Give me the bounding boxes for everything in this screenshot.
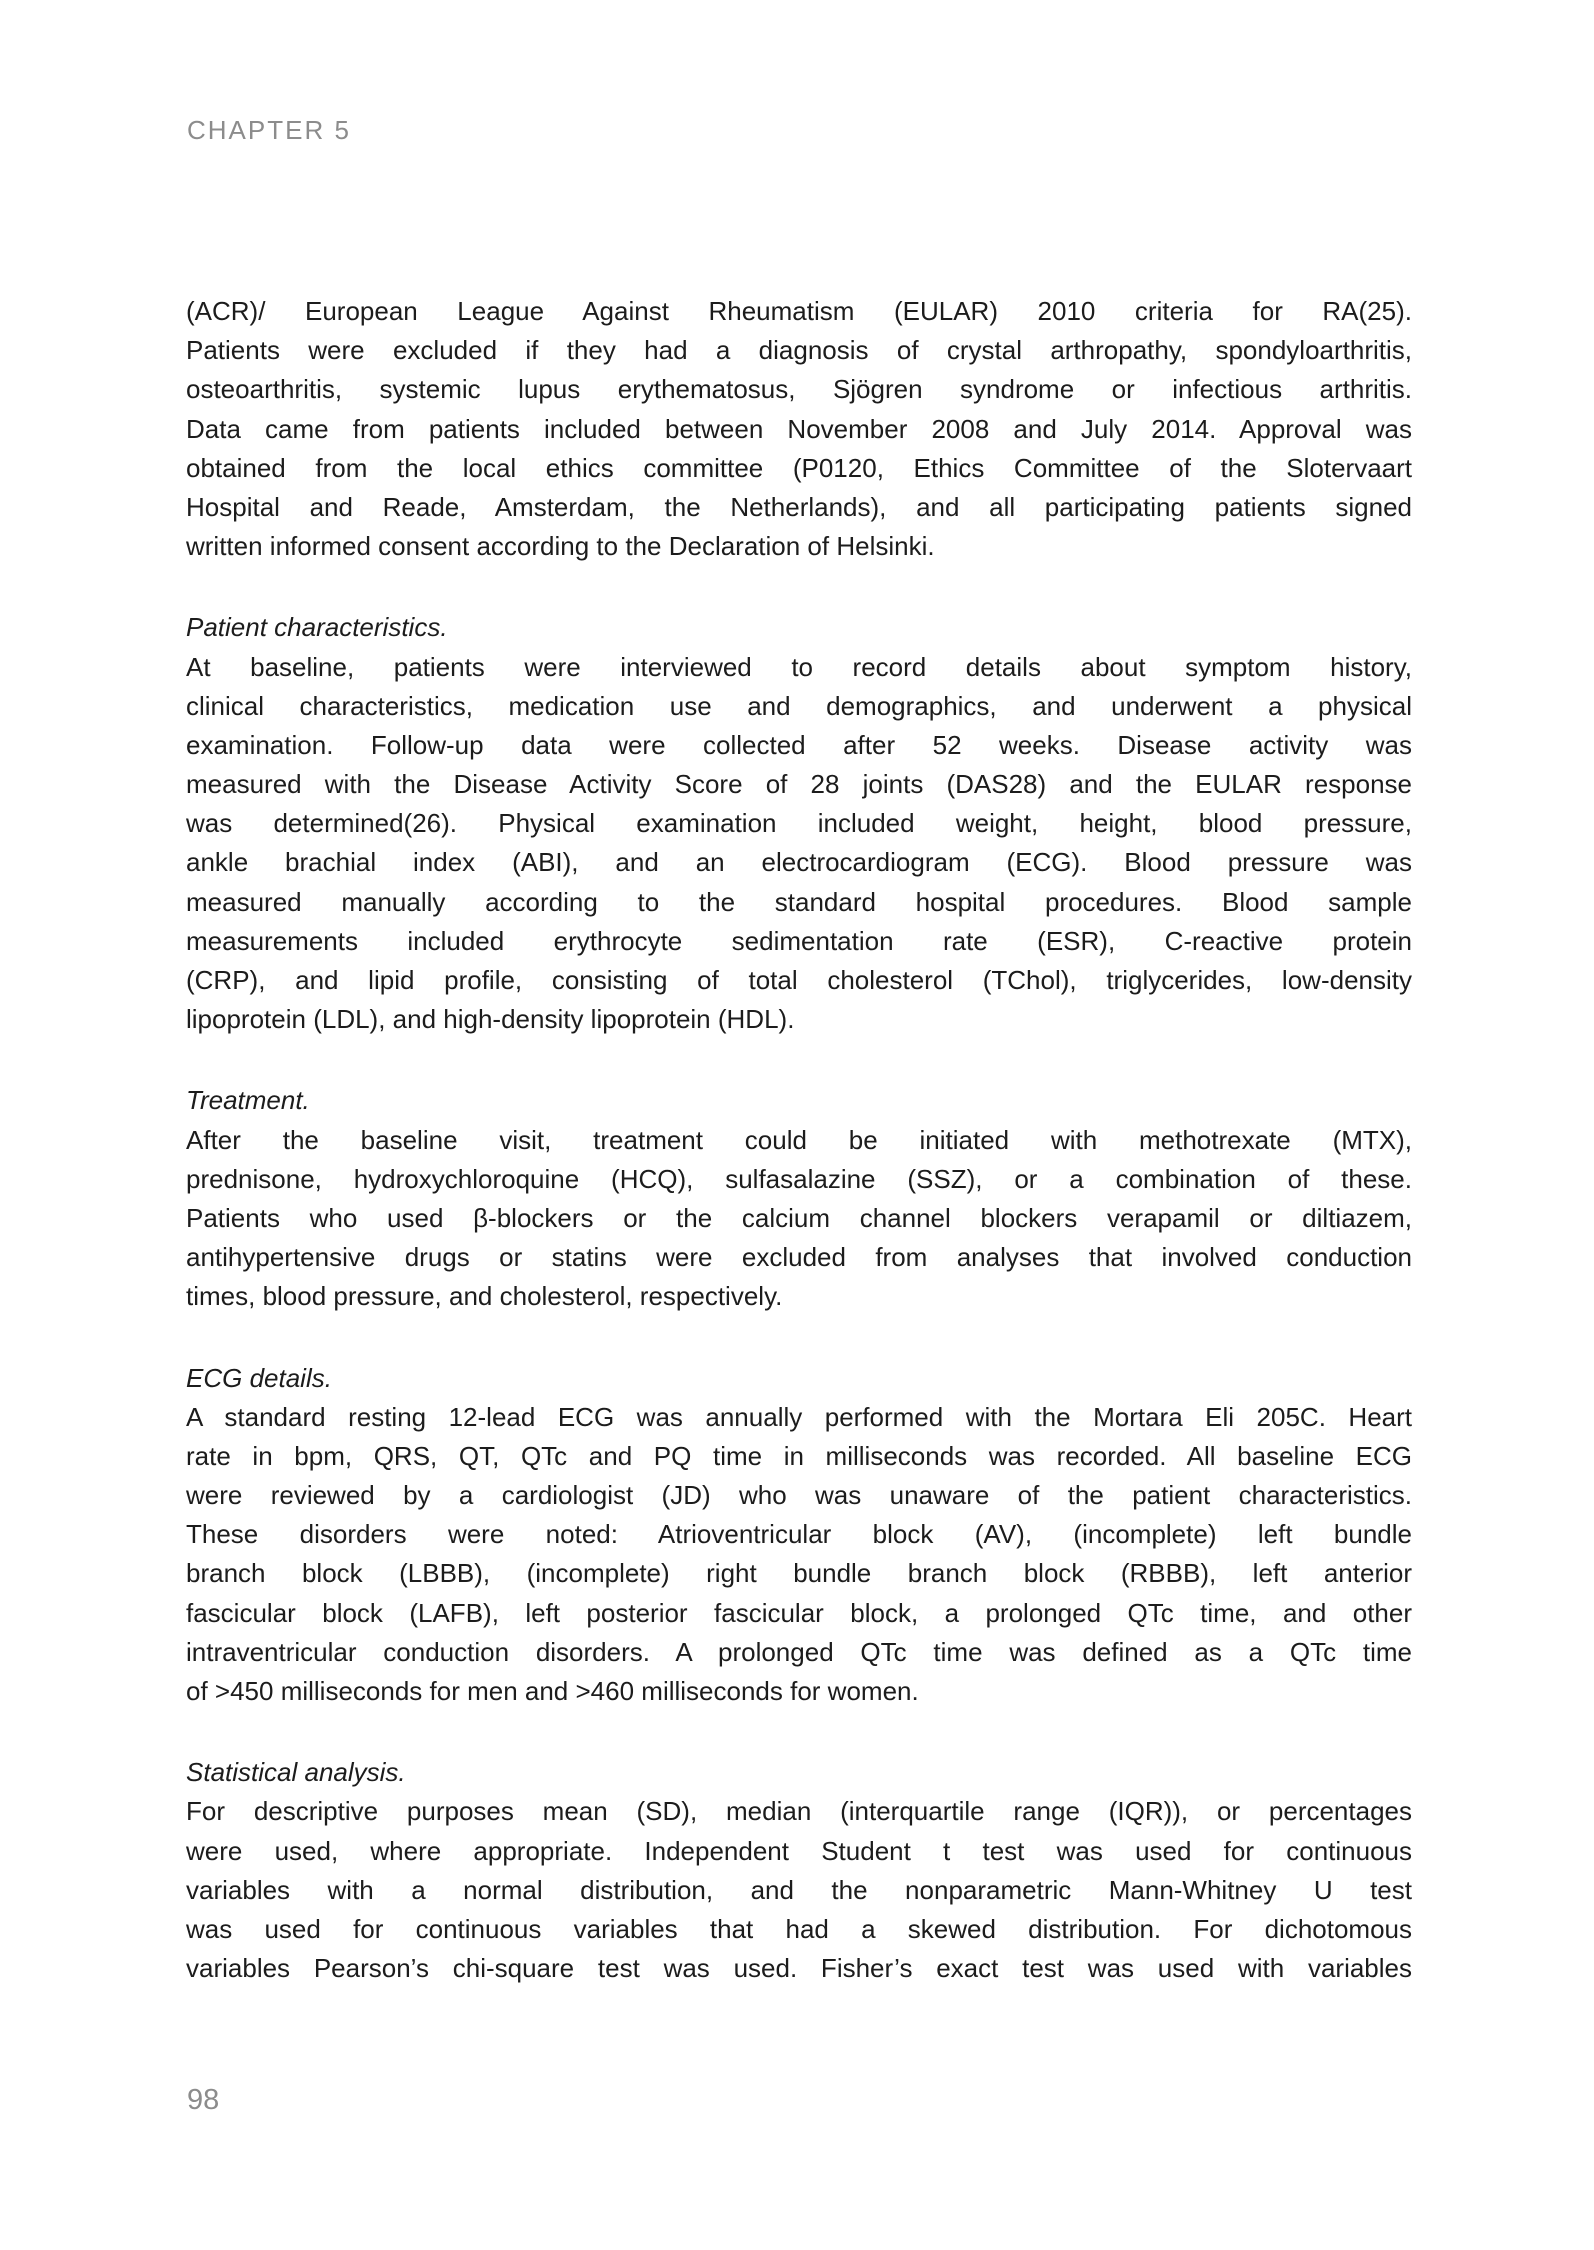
sections-container [186,608,1412,1988]
chapter-header: CHAPTER 5 [187,115,351,145]
text-line: were used, where appropriate. Independent Student t test was used for continuous [186,1835,1412,1866]
text-line: obtained from the local ethics committee (P0120, Ethics Committee of the Slotervaart [186,452,1412,483]
body-text-block [186,292,1412,1988]
text-line: rate in bpm, QRS, QT, QTc and PQ time in milliseconds was recorded. All baseline ECG [186,1440,1412,1471]
text-line: For descriptive purposes mean (SD), median (interquartile range (IQR)), or percentages [186,1796,1412,1827]
text-line: At baseline, patients were interviewed to record details about symptom history, [186,651,1412,682]
text-line: were reviewed by a cardiologist (JD) who was unaware of the patient characteristics. [186,1480,1412,1511]
text-line: Hospital and Reade, Amsterdam, the Netherlands), and all participating patients signed [186,491,1412,522]
text-line: written informed consent according to the Declaration of Helsinki. [186,531,935,562]
text-line: measured manually according to the standard hospital procedures. Blood sample [186,886,1412,917]
text-line: variables Pearson’s chi-square test was used. Fisher’s exact test was used with variables [186,1953,1412,1984]
section-ecg-details [186,1359,1412,1712]
section-patient-characteristics [186,608,1412,1039]
text-line: branch block (LBBB), (incomplete) right bundle branch block (RBBB), left anterior [186,1558,1412,1589]
text-line: fascicular block (LAFB), left posterior fascicular block, a prolonged QTc time, and other [186,1597,1412,1628]
section-heading: Treatment. [186,1085,310,1116]
text-line: osteoarthritis, systemic lupus erythematosus, Sjögren syndrome or infectious arthritis. [186,374,1412,405]
text-line: ankle brachial index (ABI), and an electrocardiogram (ECG). Blood pressure was [186,847,1412,878]
text-line: Patients who used β-blockers or the calcium channel blockers verapamil or diltiazem, [186,1202,1412,1233]
section-heading: Statistical analysis. [186,1757,406,1788]
text-line: was determined(26). Physical examination included weight, height, blood pressure, [186,808,1412,839]
text-line: prednisone, hydroxychloroquine (HCQ), sulfasalazine (SSZ), or a combination of these. [186,1163,1412,1194]
section-heading: ECG details. [186,1362,332,1393]
text-line: intraventricular conduction disorders. A prolonged QTc time was defined as a QTc time [186,1636,1412,1667]
text-line: lipoprotein (LDL), and high-density lipoprotein (HDL). [186,1004,795,1035]
text-line: measurements included erythrocyte sedimentation rate (ESR), C-reactive protein [186,925,1412,956]
text-line: Data came from patients included between November 2008 and July 2014. Approval was [186,413,1412,444]
section-treatment [186,1081,1412,1316]
section-heading: Patient characteristics. [186,612,448,643]
text-line: examination. Follow-up data were collected after 52 weeks. Disease activity was [186,729,1412,760]
page-number: 98 [187,2084,220,2116]
text-line: (CRP), and lipid profile, consisting of total cholesterol (TChol), triglycerides, low-density [186,965,1412,995]
text-line: times, blood pressure, and cholesterol, respectively. [186,1281,783,1312]
text-line: Patients were excluded if they had a diagnosis of crystal arthropathy, spondyloarthritis, [186,335,1412,366]
text-line: was used for continuous variables that had a skewed distribution. For dichotomous [186,1913,1412,1944]
section-statistical-analysis [186,1753,1412,1988]
text-line: These disorders were noted: Atrioventricular block (AV), (incomplete) left bundle [186,1519,1412,1550]
text-line: After the baseline visit, treatment could be initiated with methotrexate (MTX), [186,1124,1412,1155]
text-line: (ACR)/ European League Against Rheumatism (EULAR) 2010 criteria for RA(25). [186,296,1412,326]
intro-paragraph [186,292,1412,566]
text-line: variables with a normal distribution, and the nonparametric Mann-Whitney U test [186,1874,1412,1905]
text-line: of >450 milliseconds for men and >460 milliseconds for women. [186,1676,919,1706]
text-line: clinical characteristics, medication use and demographics, and underwent a physical [186,690,1412,721]
text-line: measured with the Disease Activity Score of 28 joints (DAS28) and the EULAR response [186,769,1412,800]
text-line: antihypertensive drugs or statins were excluded from analyses that involved conduction [186,1242,1412,1273]
text-line: A standard resting 12-lead ECG was annually performed with the Mortara Eli 205C. Heart [186,1401,1412,1432]
